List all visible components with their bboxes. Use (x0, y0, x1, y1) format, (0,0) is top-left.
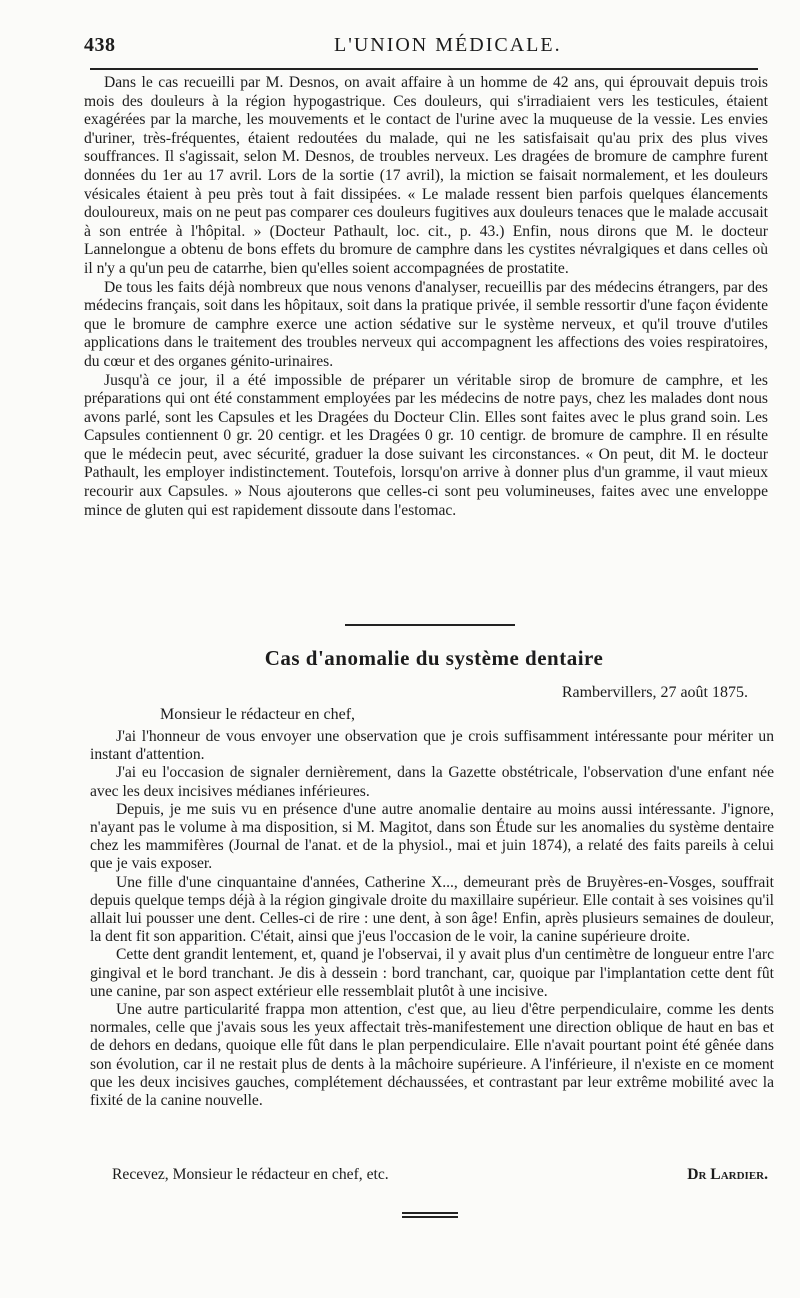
body-paragraph: De tous les faits déjà nombreux que nous venons d'analyser, recueillis par des médecins étrangers, par des médecins français, soit dans les hôpitaux, soit dans la pratique privée, il semble ressortir d'une façon évidente que le bromure de camphre exerce une action sédative sur le système nerveux, et qu'il trouve d'utiles applications dans le traitement des troubles nerveux qui accompagnent les affections des voies respiratoires, du cœur et des organes génito-urinaires. (84, 278, 768, 370)
body-text (84, 74, 768, 520)
running-title: L'UNION MÉDICALE. (334, 34, 562, 56)
page-header (84, 34, 764, 62)
letter-paragraph: Une fille d'une cinquantaine d'années, Catherine X..., demeurant près de Bruyères-en-Vosges, souffrait depuis quelque temps déjà à la région gingivale droite du maxillaire supérieur. Elle contait à ses voisines qu'il allait lui pousser une dent. Celles-ci de rire : une dent, à son âge! Enfin, après plusieurs semaines de douleur, la dent fit son apparition. C'était, ainsi que j'eus l'occasion de le voir, la canine supérieure droite. (90, 873, 774, 946)
letter-salutation: Monsieur le rédacteur en chef, (160, 706, 356, 723)
page-number: 438 (84, 34, 116, 56)
letter-paragraph: Cette dent grandit lentement, et, quand je l'observai, il y avait plus d'un centimètre de longueur entre l'arc gingival et le bord tranchant. Je dis à dessein : bord tranchant, car, quoique par l'implantation cette dent fût une canine, par son aspect extérieur elle ressemblait plutôt à une incisive. (90, 946, 774, 1000)
section-divider (345, 624, 515, 626)
author-signature: Dr Lardier. (687, 1166, 768, 1183)
letter-body (90, 728, 774, 1110)
article-dateline: Rambervillers, 27 août 1875. (561, 684, 748, 701)
end-rule (402, 1212, 458, 1214)
header-rule (90, 68, 758, 70)
letter-paragraph: J'ai eu l'occasion de signaler dernièrement, dans la Gazette obstétricale, l'observation d'une enfant née avec les deux incisives médianes inférieures. (90, 764, 774, 800)
closing-formula: Recevez, Monsieur le rédacteur en chef, etc. (112, 1166, 389, 1183)
end-rule (402, 1216, 458, 1218)
article-title: Cas d'anomalie du système dentaire (264, 646, 604, 670)
letter-paragraph: Une autre particularité frappa mon attention, c'est que, au lieu d'être perpendiculaire, comme les dents normales, celle que j'avais sous les yeux affectait très-manifestement une direction oblique de haut en bas et de dehors en dedans, quoique elle fût dans le plan perpendiculaire. Elle n'avait pourtant point été gênée dans son évolution, car il ne restait plus de dents à la mâchoire supérieure. A l'inférieure, il n'existe en ce moment que les deux incisives gauches, complétement déchaussées, et contrastant par leur extrême mobilité avec la fixité de la canine nouvelle. (90, 1001, 774, 1110)
body-paragraph: Dans le cas recueilli par M. Desnos, on avait affaire à un homme de 42 ans, qui éprouvait depuis trois mois des douleurs à la région hypogastrique. Ces douleurs, qui s'irradiaient vers les testicules, étaient exagérées par la marche, les mouvements et le contact de l'urine avec la muqueuse de la vessie. Les envies d'uriner, très-fréquentes, étaient redoutées du malade, qui ne les satisfaisait qu'au prix des plus vives souffrances. Il s'agissait, selon M. Desnos, de troubles nerveux. Les dragées de bromure de camphre furent données du 1er au 17 avril. Lors de la sortie (17 avril), la miction se faisait normalement, et les douleurs vésicales étaient à peu près tout à fait dissipées. « Le malade ressent bien parfois quelques élancements douloureux, mais on ne peut pas comparer ces douleurs fugitives aux douleurs tenaces que le malade accusait à son entrée à l'hôpital. » (Docteur Pathault, loc. cit., p. 43.) Enfin, nous dirons que M. le docteur Lannelongue a obtenu de bons effets du bromure de camphre dans les cystites névralgiques et dans celles où il n'y a qu'un peu de catarrhe, bien qu'elles soient accompagnées de prostatite. (84, 74, 768, 277)
body-paragraph: Jusqu'à ce jour, il a été impossible de préparer un véritable sirop de bromure de camphre, et les préparations qui ont été constamment employées par les médecins de notre pays, chez les malades dont nous avons parlé, sont les Capsules et les Dragées du Docteur Clin. Elles sont faites avec le plus grand soin. Les Capsules contiennent 0 gr. 20 centigr. et les Dragées 0 gr. 10 centigr. de bromure de camphre. Il en résulte que le médecin peut, avec sécurité, graduer la dose suivant les circonstances. « On peut, dit M. le docteur Pathault, les employer indistinctement. Toutefois, lorsqu'on arrive à donner plus d'un gramme, il vaut mieux recourir aux Capsules. » Nous ajouterons que celles-ci sont peu volumineuses, faites avec une enveloppe mince de gluten qui est rapidement dissoute dans l'estomac. (84, 371, 768, 519)
letter-paragraph: Depuis, je me suis vu en présence d'une autre anomalie dentaire au moins aussi intéressante. J'ignore, n'ayant pas le volume à ma disposition, si M. Magitot, dans son Étude sur les anomalies du système dentaire chez les mammifères (Journal de l'anat. et de la physiol., mai et juin 1874), a relaté des faits pareils à celui que je vais exposer. (90, 800, 774, 873)
letter-paragraph: J'ai l'honneur de vous envoyer une observation que je crois suffisamment intéressante pour mériter un instant d'attention. (90, 728, 774, 764)
